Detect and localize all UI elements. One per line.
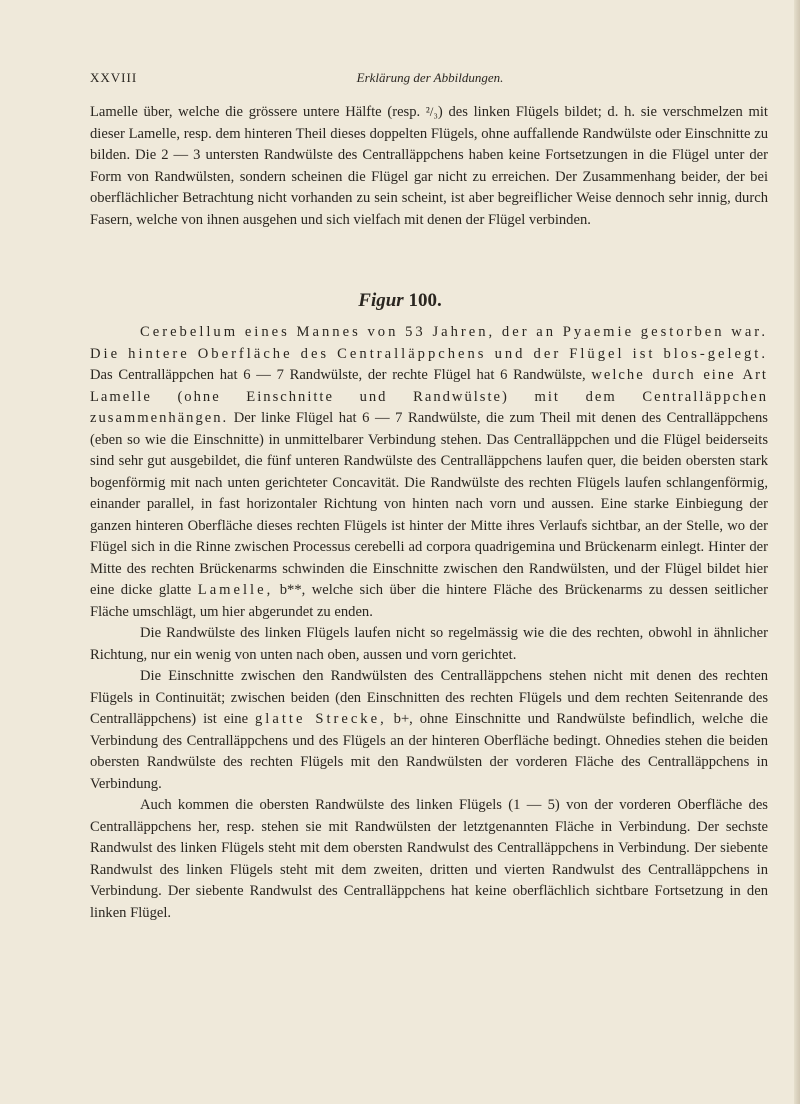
text-run: Die Einschnitte zwischen den Randwülsten des Centralläppchens stehen nicht mit denen des rechten Flügels in Continuität; zwischen beiden (den Einschnitten des rechten Flügels und dem rechten Seitenrande des Centralläppchens) ist eine — [90, 668, 768, 727]
page-edge-shadow — [794, 0, 800, 1104]
paragraph — [90, 322, 768, 623]
paragraph: Auch kommen die obersten Randwülste des linken Flügels (1 — 5) von der vorderen Oberfläche des Centralläppchens her, resp. stehen sie mit Randwülsten der letztgenannten Fläche in Verbindung. Der sechste Randwulst des linken Flügels steht mit dem obersten Randwulst des Centralläppchens in Verbindung. Der siebente Randwulst des linken Flügels steht mit dem zweiten, dritten und vierten Randwulst des Centralläppchens in Verbindung. Der siebente Randwulst des Centralläppchens hat keine oberflächlich sichtbare Fortsetzung in den linken Flügel. — [90, 797, 768, 921]
fraction: ²/₃ — [425, 104, 438, 119]
spaced-text: welche durch eine Art Lamelle (ohne Einschnitte und Randwülste) mit dem Centralläppchen zusammenhängen. — [90, 367, 768, 426]
figure-heading — [0, 290, 800, 312]
paragraph — [90, 666, 768, 795]
figure-number: 100. — [408, 290, 442, 311]
paragraph: Die Randwülste des linken Flügels laufen nicht so regelmässig wie die des rechten, obwohl in ähnlicher Richtung, nur ein wenig von unten nach oben, aussen und vorn gerichtet. — [90, 625, 768, 663]
paragraph — [90, 101, 768, 231]
text-run: Lamelle über, welche die grössere untere Hälfte (resp. — [90, 104, 426, 120]
text-run: Das Centralläppchen hat 6 — 7 Randwülste, der rechte Flügel hat 6 Randwülste, — [90, 367, 592, 383]
spaced-text: glatte Strecke, — [255, 711, 387, 727]
figure-word: Figur — [358, 290, 404, 311]
spaced-text: Lamelle, — [197, 582, 274, 598]
text-run: ) des linken Flügels bildet; d. h. sie verschmelzen mit dieser Lamelle, resp. dem hinteren Theil dieses doppelten Flügels, ohne auffallende Randwülste oder Einschnitte zu bilden. Die 2 — 3 untersten Randwülste des Centralläppchens haben keine Fortsetzungen in die Flügel unter der Form von Randwülsten, sondern scheinen die Flügel gar nicht zu erreichen. Der Zusammenhang beider, der bei oberflächlicher Betrachtung nicht vorhanden zu sein scheint, ist aber begreiflicher Weise dennoch sehr innig, durch Fasern, welche von ihnen ausgehen und sich vielfach mit denen der Flügel verbinden. — [90, 104, 768, 228]
running-header — [90, 70, 770, 90]
text-run: b+, ohne Einschnitte und Randwülste befindlich, welche die Verbindung des Centralläppchens und des Flügels an der hinteren Oberfläche bedingt. Ohnedies stehen die beiden obersten Randwülste des rechten Flügels mit den Randwülsten der vorderen Fläche des Centralläppchens in Verbindung. — [90, 711, 768, 792]
text-run: b**, welche sich über die hintere Fläche des Brückenarms zu dessen seitlicher Fläche umschlägt, um hier abgerundet zu enden. — [90, 582, 768, 620]
spaced-text: Cerebellum eines Mannes von 53 Jahren, der an Pyaemie gestorben war. Die hintere Oberfläche des Centralläppchens und der Flügel ist blos-gelegt. — [90, 324, 768, 362]
text-run: Der linke Flügel hat 6 — 7 Randwülste, die zum Theil mit denen des Centralläppchens (eben so wie die Einschnitte) in unmittelbarer Verbindung stehen. Das Centralläppchen und die Flügel beiderseits sind sehr gut ausgebildet, die fünf unteren Randwülste des Centralläppchens laufen quer, die beiden obersten stark bogenförmig mit nach unten gerichteter Concavität. Die Randwülste des rechten Flügels laufen schlangenförmig, einander parallel, in fast horizontaler Richtung von hinten nach vorn und aussen. Eine starke Einbiegung der ganzen hinteren Oberfläche dieses rechten Flügels ist hinter der Mitte ihres Verlaufs sichtbar, an der Stelle, wo der Flügel sich in die Rinne zwischen Processus cerebelli ad corpora quadrigemina und Brückenarm einlegt. Hinter der Mitte des rechten Brückenarms schwinden die Einschnitte zwischen den Randwülsten, und der Flügel bildet hier eine dicke glatte — [90, 410, 768, 598]
page-number: XXVIII — [90, 70, 138, 85]
figure-description — [90, 322, 768, 924]
continued-paragraph — [90, 101, 768, 231]
running-title: Erklärung der Abbildungen. — [356, 70, 504, 85]
